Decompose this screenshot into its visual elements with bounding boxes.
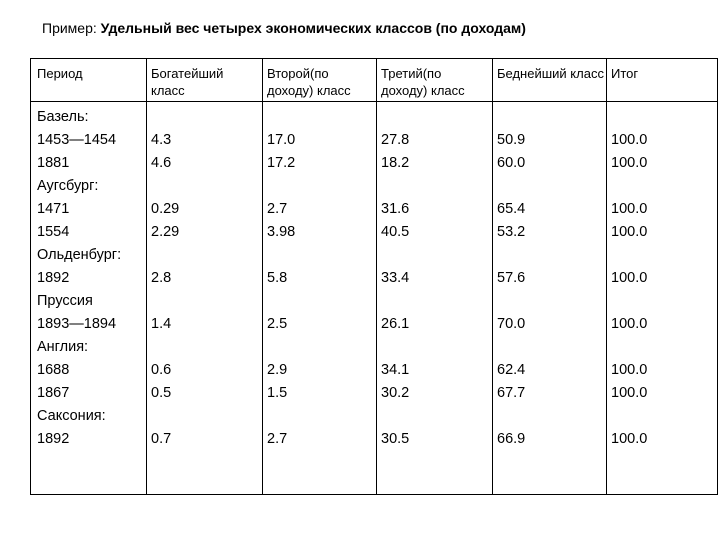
table-cell: 60.0 <box>497 155 526 171</box>
row-period: 1867 <box>37 385 70 401</box>
table-cell: 65.4 <box>497 201 526 217</box>
table-cell: 0.7 <box>151 431 172 447</box>
table-cell: 67.7 <box>497 385 526 401</box>
row-period: Саксония: <box>37 408 106 424</box>
table-cell: 100.0 <box>611 362 648 378</box>
table-cell: 53.2 <box>497 224 526 240</box>
row-period: Англия: <box>37 339 89 355</box>
table-cell: 100.0 <box>611 385 648 401</box>
table-cell: 27.8 <box>381 132 410 148</box>
table-cell: 0.6 <box>151 362 172 378</box>
table-cell: 0.5 <box>151 385 172 401</box>
table-cell: 66.9 <box>497 431 526 447</box>
row-period: 1881 <box>37 155 70 171</box>
table-cell: 33.4 <box>381 270 410 286</box>
table-cell: 100.0 <box>611 155 648 171</box>
row-period: 1892 <box>37 431 70 447</box>
table-cell: 2.29 <box>151 224 180 240</box>
table-cell: 30.5 <box>381 431 410 447</box>
row-period: 1471 <box>37 201 70 217</box>
document-title <box>42 20 526 36</box>
table-cell: 2.9 <box>267 362 288 378</box>
table-cell: 17.2 <box>267 155 296 171</box>
column-header: Богатейший класс <box>151 66 224 98</box>
row-period: 1893—1894 <box>37 316 117 332</box>
table-cell: 50.9 <box>497 132 526 148</box>
column-divider <box>376 59 377 494</box>
table-cell: 18.2 <box>381 155 410 171</box>
table-cell: 34.1 <box>381 362 410 378</box>
table-cell: 17.0 <box>267 132 296 148</box>
table-cell: 4.3 <box>151 132 172 148</box>
table-cell: 2.7 <box>267 431 288 447</box>
column-header: Беднейший класс <box>497 66 604 81</box>
title-text: Удельный вес четырех экономических классов (по доходам) <box>100 20 526 36</box>
column-divider <box>262 59 263 494</box>
title-prefix: Пример: <box>42 20 97 36</box>
table-cell: 1.5 <box>267 385 288 401</box>
table-cell: 100.0 <box>611 224 648 240</box>
table-cell: 100.0 <box>611 270 648 286</box>
table-cell: 5.8 <box>267 270 288 286</box>
table-cell: 70.0 <box>497 316 526 332</box>
row-period: 1892 <box>37 270 70 286</box>
table-cell: 62.4 <box>497 362 526 378</box>
column-divider <box>606 59 607 494</box>
row-period: Пруссия <box>37 293 93 309</box>
row-period: 1453—1454 <box>37 132 117 148</box>
table-cell: 31.6 <box>381 201 410 217</box>
column-divider <box>492 59 493 494</box>
column-header: Период <box>37 66 83 81</box>
column-header: Третий(по доходу) класс <box>381 66 465 98</box>
income-share-table <box>30 58 718 495</box>
header-divider <box>31 101 717 102</box>
table-cell: 100.0 <box>611 431 648 447</box>
table-cell: 3.98 <box>267 224 296 240</box>
table-cell: 2.5 <box>267 316 288 332</box>
row-period: Базель: <box>37 109 89 125</box>
column-divider <box>146 59 147 494</box>
row-period: 1688 <box>37 362 70 378</box>
column-header: Итог <box>611 66 639 81</box>
table-cell: 1.4 <box>151 316 172 332</box>
row-period: 1554 <box>37 224 70 240</box>
table-cell: 100.0 <box>611 201 648 217</box>
table-cell: 2.8 <box>151 270 172 286</box>
row-period: Ольденбург: <box>37 247 122 263</box>
table-cell: 4.6 <box>151 155 172 171</box>
table-cell: 100.0 <box>611 132 648 148</box>
row-period: Аугсбург: <box>37 178 99 194</box>
table-cell: 40.5 <box>381 224 410 240</box>
column-header: Второй(по доходу) класс <box>267 66 351 98</box>
table-cell: 30.2 <box>381 385 410 401</box>
table-cell: 2.7 <box>267 201 288 217</box>
table-cell: 57.6 <box>497 270 526 286</box>
table-cell: 26.1 <box>381 316 410 332</box>
table-cell: 0.29 <box>151 201 180 217</box>
table-cell: 100.0 <box>611 316 648 332</box>
